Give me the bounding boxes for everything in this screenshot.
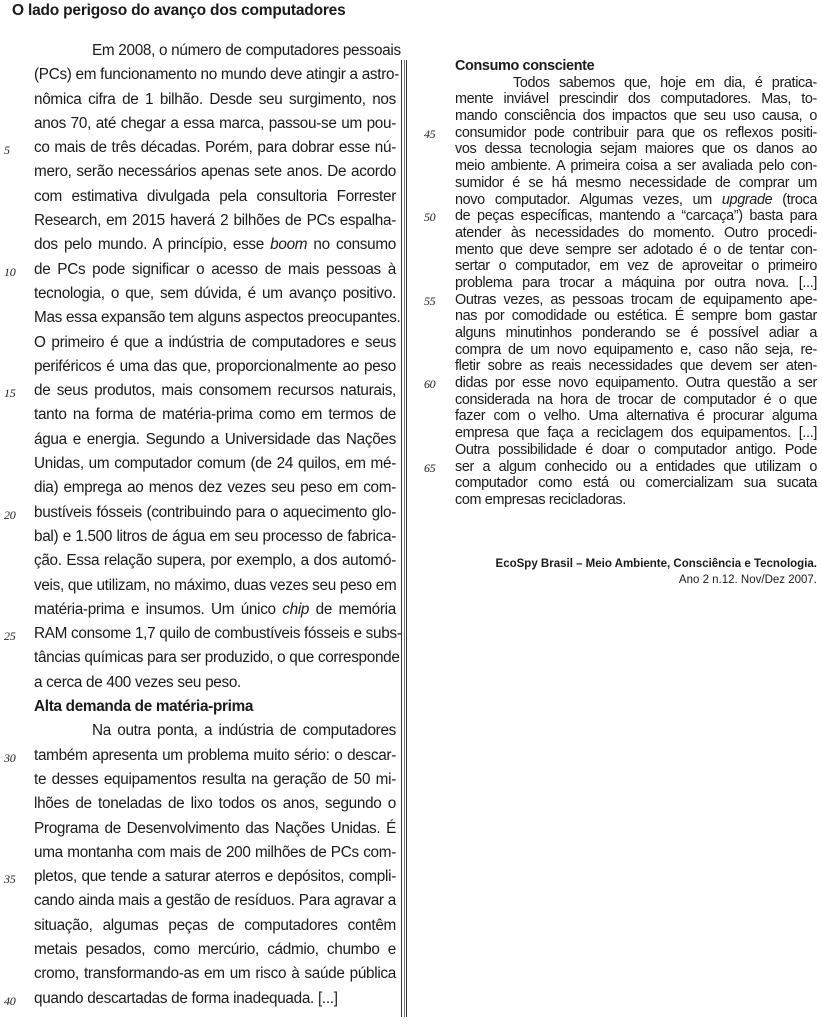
text-line xyxy=(34,549,396,573)
line-text: O primeiro é que a indústria de computadores e seus xyxy=(34,333,396,351)
right-column xyxy=(424,58,817,509)
line-number: 40 xyxy=(4,993,16,1008)
text-line xyxy=(455,275,817,292)
section-heading xyxy=(455,58,817,75)
source-line-1: EcoSpy Brasil – Meio Ambiente, Consciência e Tecnologia. xyxy=(495,558,817,570)
line-text: Outra possibilidade é doar o computador antigo. Pode xyxy=(455,441,817,458)
line-number: 60 xyxy=(424,377,436,392)
line-text: fletir sobre as reais necessidades que devem ser aten- xyxy=(455,358,817,375)
line-text: matéria-prima e insumos. Um único chip de memória xyxy=(34,600,396,618)
text-line xyxy=(424,375,817,392)
line-text: cando ainda mais a gestão de resíduos. Para agravar a xyxy=(34,892,396,910)
text-line xyxy=(4,622,402,646)
line-text: atender às necessidades do momento. Outro procedi- xyxy=(455,224,817,241)
text-line xyxy=(455,308,817,325)
line-text: água e energia. Segundo a Universidade das Nações xyxy=(34,430,396,448)
line-number: 5 xyxy=(4,143,10,158)
line-text: veis, que utilizam, no máximo, duas vezes seu peso em xyxy=(34,576,397,594)
line-number: 20 xyxy=(4,507,16,522)
text-line xyxy=(455,475,817,492)
text-line xyxy=(34,160,396,184)
text-line xyxy=(4,744,396,768)
line-text: mento que deve sempre ser adotado é o de tentar con- xyxy=(455,241,817,258)
text-line xyxy=(34,209,396,233)
text-line xyxy=(455,141,817,158)
line-text: Programa de Desenvolvimento das Nações Unidas. É xyxy=(34,819,396,837)
line-text: metais pesados, como mercúrio, cádmio, chumbo e xyxy=(34,940,396,958)
line-text: co mais de três décadas. Porém, para dobrar esse nú- xyxy=(34,139,396,157)
text-line xyxy=(34,185,396,209)
text-line xyxy=(4,258,396,282)
text-line xyxy=(34,525,396,549)
line-text: (PCs) em funcionamento no mundo deve atingir a astro- xyxy=(34,66,400,84)
line-text: Unidas, um computador comum (de 24 quilos, em mé- xyxy=(34,455,396,473)
line-text: alguns minutinhos ponderando se é possível adiar a xyxy=(455,325,817,341)
line-number: 65 xyxy=(424,460,436,475)
column-divider-inner xyxy=(404,60,405,1017)
text-line xyxy=(455,242,817,259)
text-line xyxy=(34,428,396,452)
line-number: 25 xyxy=(4,629,16,644)
line-text: sumidor é se há mesmo necessidade de comprar um xyxy=(455,174,817,191)
line-text: mando consciência dos impactos que seu uso causa, o xyxy=(455,108,817,125)
text-line xyxy=(455,392,817,409)
text-line xyxy=(34,574,396,598)
line-text: Research, em 2015 haverá 2 bilhões de PCs espalha- xyxy=(34,212,396,230)
line-text: a cerca de 400 vezes seu peso. xyxy=(34,673,241,691)
section-heading xyxy=(34,695,396,719)
text-line xyxy=(4,379,396,403)
line-number: 30 xyxy=(4,750,16,765)
text-line xyxy=(455,408,817,425)
line-number: 10 xyxy=(4,264,16,279)
text-line xyxy=(4,501,396,525)
line-number: 50 xyxy=(424,210,436,225)
text-line xyxy=(34,841,396,865)
text-line xyxy=(34,331,396,355)
line-text: compra de um novo equipamento e, caso não seja, re- xyxy=(455,341,817,358)
text-line xyxy=(34,88,396,112)
line-text: tecnologia, o que, sem dúvida, é um avanço positivo. xyxy=(34,284,396,302)
text-line xyxy=(455,75,817,92)
text-line xyxy=(455,91,817,108)
line-text: anos 70, até chegar a essa marca, passou-se um pou- xyxy=(34,114,396,132)
line-text: vos dessa tecnologia sejam maiores que os danos ao xyxy=(455,141,817,158)
text-line xyxy=(4,865,396,889)
line-text: Em 2008, o número de computadores pessoais xyxy=(92,42,401,59)
text-line xyxy=(455,442,817,459)
line-text: uma montanha com mais de 200 milhões de PCs com- xyxy=(34,843,396,861)
line-text: Consumo consciente xyxy=(455,58,595,74)
text-line xyxy=(34,233,396,257)
text-line xyxy=(34,282,396,306)
line-text: novo computador. Algumas vezes, um upgrade (troca xyxy=(455,191,817,208)
text-line xyxy=(455,342,817,359)
text-line xyxy=(424,208,817,225)
line-text: com empresas recicladoras. xyxy=(455,491,626,508)
line-text: fazer com o velho. Uma alternativa é procurar alguma xyxy=(455,408,817,425)
line-text: sertar o computador, em vez de aproveitar o primeiro xyxy=(455,258,817,275)
line-text: nas por comodidade ou estética. É sempre bom gastar xyxy=(455,308,817,325)
line-text: meio ambiente. A primeira coisa a ser avaliada pelo con- xyxy=(455,158,817,175)
text-line xyxy=(455,358,817,375)
text-line xyxy=(34,792,396,816)
line-text: Todos sabemos que, hoje em dia, é pratica- xyxy=(513,74,817,91)
source-line-2: Ano 2 n.12. Nov/Dez 2007. xyxy=(678,574,817,586)
line-text: computador como está ou comercializam sua sucata xyxy=(455,475,817,492)
line-text: também apresenta um problema muito sério: o descar- xyxy=(34,746,396,764)
line-text: considerada na hora de trocar de computador é o que xyxy=(455,391,817,408)
line-number: 45 xyxy=(424,126,436,141)
line-number: 55 xyxy=(424,293,436,308)
line-text: quando descartadas de forma inadequada. [...] xyxy=(34,989,338,1007)
text-line xyxy=(34,646,400,670)
line-text: ser a algum conhecido ou a entidades que utilizam o xyxy=(455,458,817,475)
text-line xyxy=(455,492,817,509)
text-line xyxy=(34,598,396,622)
text-line xyxy=(455,158,817,175)
text-line xyxy=(4,136,396,160)
line-text: com estimativa divulgada pela consultoria Forrester xyxy=(34,187,396,205)
line-number: 35 xyxy=(4,872,16,887)
line-text: tanto na forma de matéria-prima como em termos de xyxy=(34,406,396,424)
line-text: situação, algumas peças de computadores contêm xyxy=(34,916,396,934)
text-line xyxy=(34,355,396,379)
text-line xyxy=(34,914,396,938)
line-text: periféricos é uma das que, proporcionalmente ao peso xyxy=(34,357,396,375)
text-line xyxy=(34,403,396,427)
text-line xyxy=(34,719,396,743)
text-line xyxy=(4,987,396,1011)
text-line xyxy=(34,889,396,913)
line-text: pletos, que tende a saturar aterros e depósitos, compli- xyxy=(34,868,396,886)
line-text: mero, serão necessários apenas sete anos. De acordo xyxy=(34,163,396,181)
line-text: Alta demanda de matéria-prima xyxy=(34,698,254,716)
text-line xyxy=(455,192,817,209)
text-line xyxy=(455,325,817,342)
text-line xyxy=(424,124,817,142)
text-line xyxy=(34,962,396,986)
line-text: bal) e 1.500 litros de água em seu processo de fabrica- xyxy=(34,527,396,545)
text-line xyxy=(34,112,396,136)
text-line xyxy=(34,39,401,63)
text-line xyxy=(34,476,396,500)
line-text: cromo, transformando-as em um risco à saúde pública xyxy=(34,965,396,983)
text-line xyxy=(34,452,396,476)
line-text: didas por esse novo equipamento. Outra questão a ser xyxy=(455,375,817,392)
line-text: nômica cifra de 1 bilhão. Desde seu surgimento, nos xyxy=(34,90,396,108)
line-text: RAM consome 1,7 quilo de combustíveis fósseis e subs- xyxy=(34,625,402,643)
text-line xyxy=(34,63,400,87)
line-number: 15 xyxy=(4,386,16,401)
text-line xyxy=(424,291,817,309)
text-line xyxy=(455,425,817,442)
line-text: bustíveis fósseis (contribuindo para o aquecimento glo- xyxy=(34,503,396,521)
text-line xyxy=(34,817,396,841)
line-text: consumidor pode contribuir para que os reflexos positi- xyxy=(455,124,817,141)
text-line xyxy=(455,258,817,275)
line-text: te desses equipamentos resulta na geração de 50 mi- xyxy=(34,770,396,788)
text-line xyxy=(34,768,396,792)
line-text: dia) emprega ao menos dez vezes seu peso em com- xyxy=(34,479,396,497)
line-text: tâncias químicas para ser produzido, o que corresponde xyxy=(34,649,400,667)
line-text: problema para trocar a máquina por outra nova. [...] xyxy=(455,274,817,291)
line-text: Mas essa expansão tem alguns aspectos preocupantes. xyxy=(34,309,401,327)
line-text: lhões de toneladas de lixo todos os anos, segundo o xyxy=(34,795,396,813)
source-citation xyxy=(455,556,817,588)
text-line xyxy=(455,175,817,192)
line-text: de seus produtos, mais consomem recursos naturais, xyxy=(34,382,396,400)
line-text: de peças específicas, mantendo a “carcaça”) basta para xyxy=(455,208,817,225)
line-text: Outras vezes, as pessoas trocam de equipamento ape- xyxy=(455,291,817,308)
text-line xyxy=(455,225,817,242)
text-line xyxy=(34,306,401,330)
text-line xyxy=(424,458,817,476)
line-text: de PCs pode significar o acesso de mais pessoas à xyxy=(34,260,396,278)
line-text: empresa que faça a reciclagem dos equipamentos. [...] xyxy=(455,425,817,442)
text-line xyxy=(34,938,396,962)
text-line xyxy=(34,671,396,695)
line-text: mente inviável prescindir dos computadores. Mas, to- xyxy=(455,91,817,108)
article-title: O lado perigoso do avanço dos computadores xyxy=(12,2,346,19)
line-text: ção. Essa relação supera, por exemplo, a dos automó- xyxy=(34,552,396,570)
text-line xyxy=(455,108,817,125)
line-text: Na outra ponta, a indústria de computadores xyxy=(92,722,396,740)
line-text: dos pelo mundo. A princípio, esse boom no consumo xyxy=(34,236,396,254)
left-column xyxy=(4,39,402,1011)
